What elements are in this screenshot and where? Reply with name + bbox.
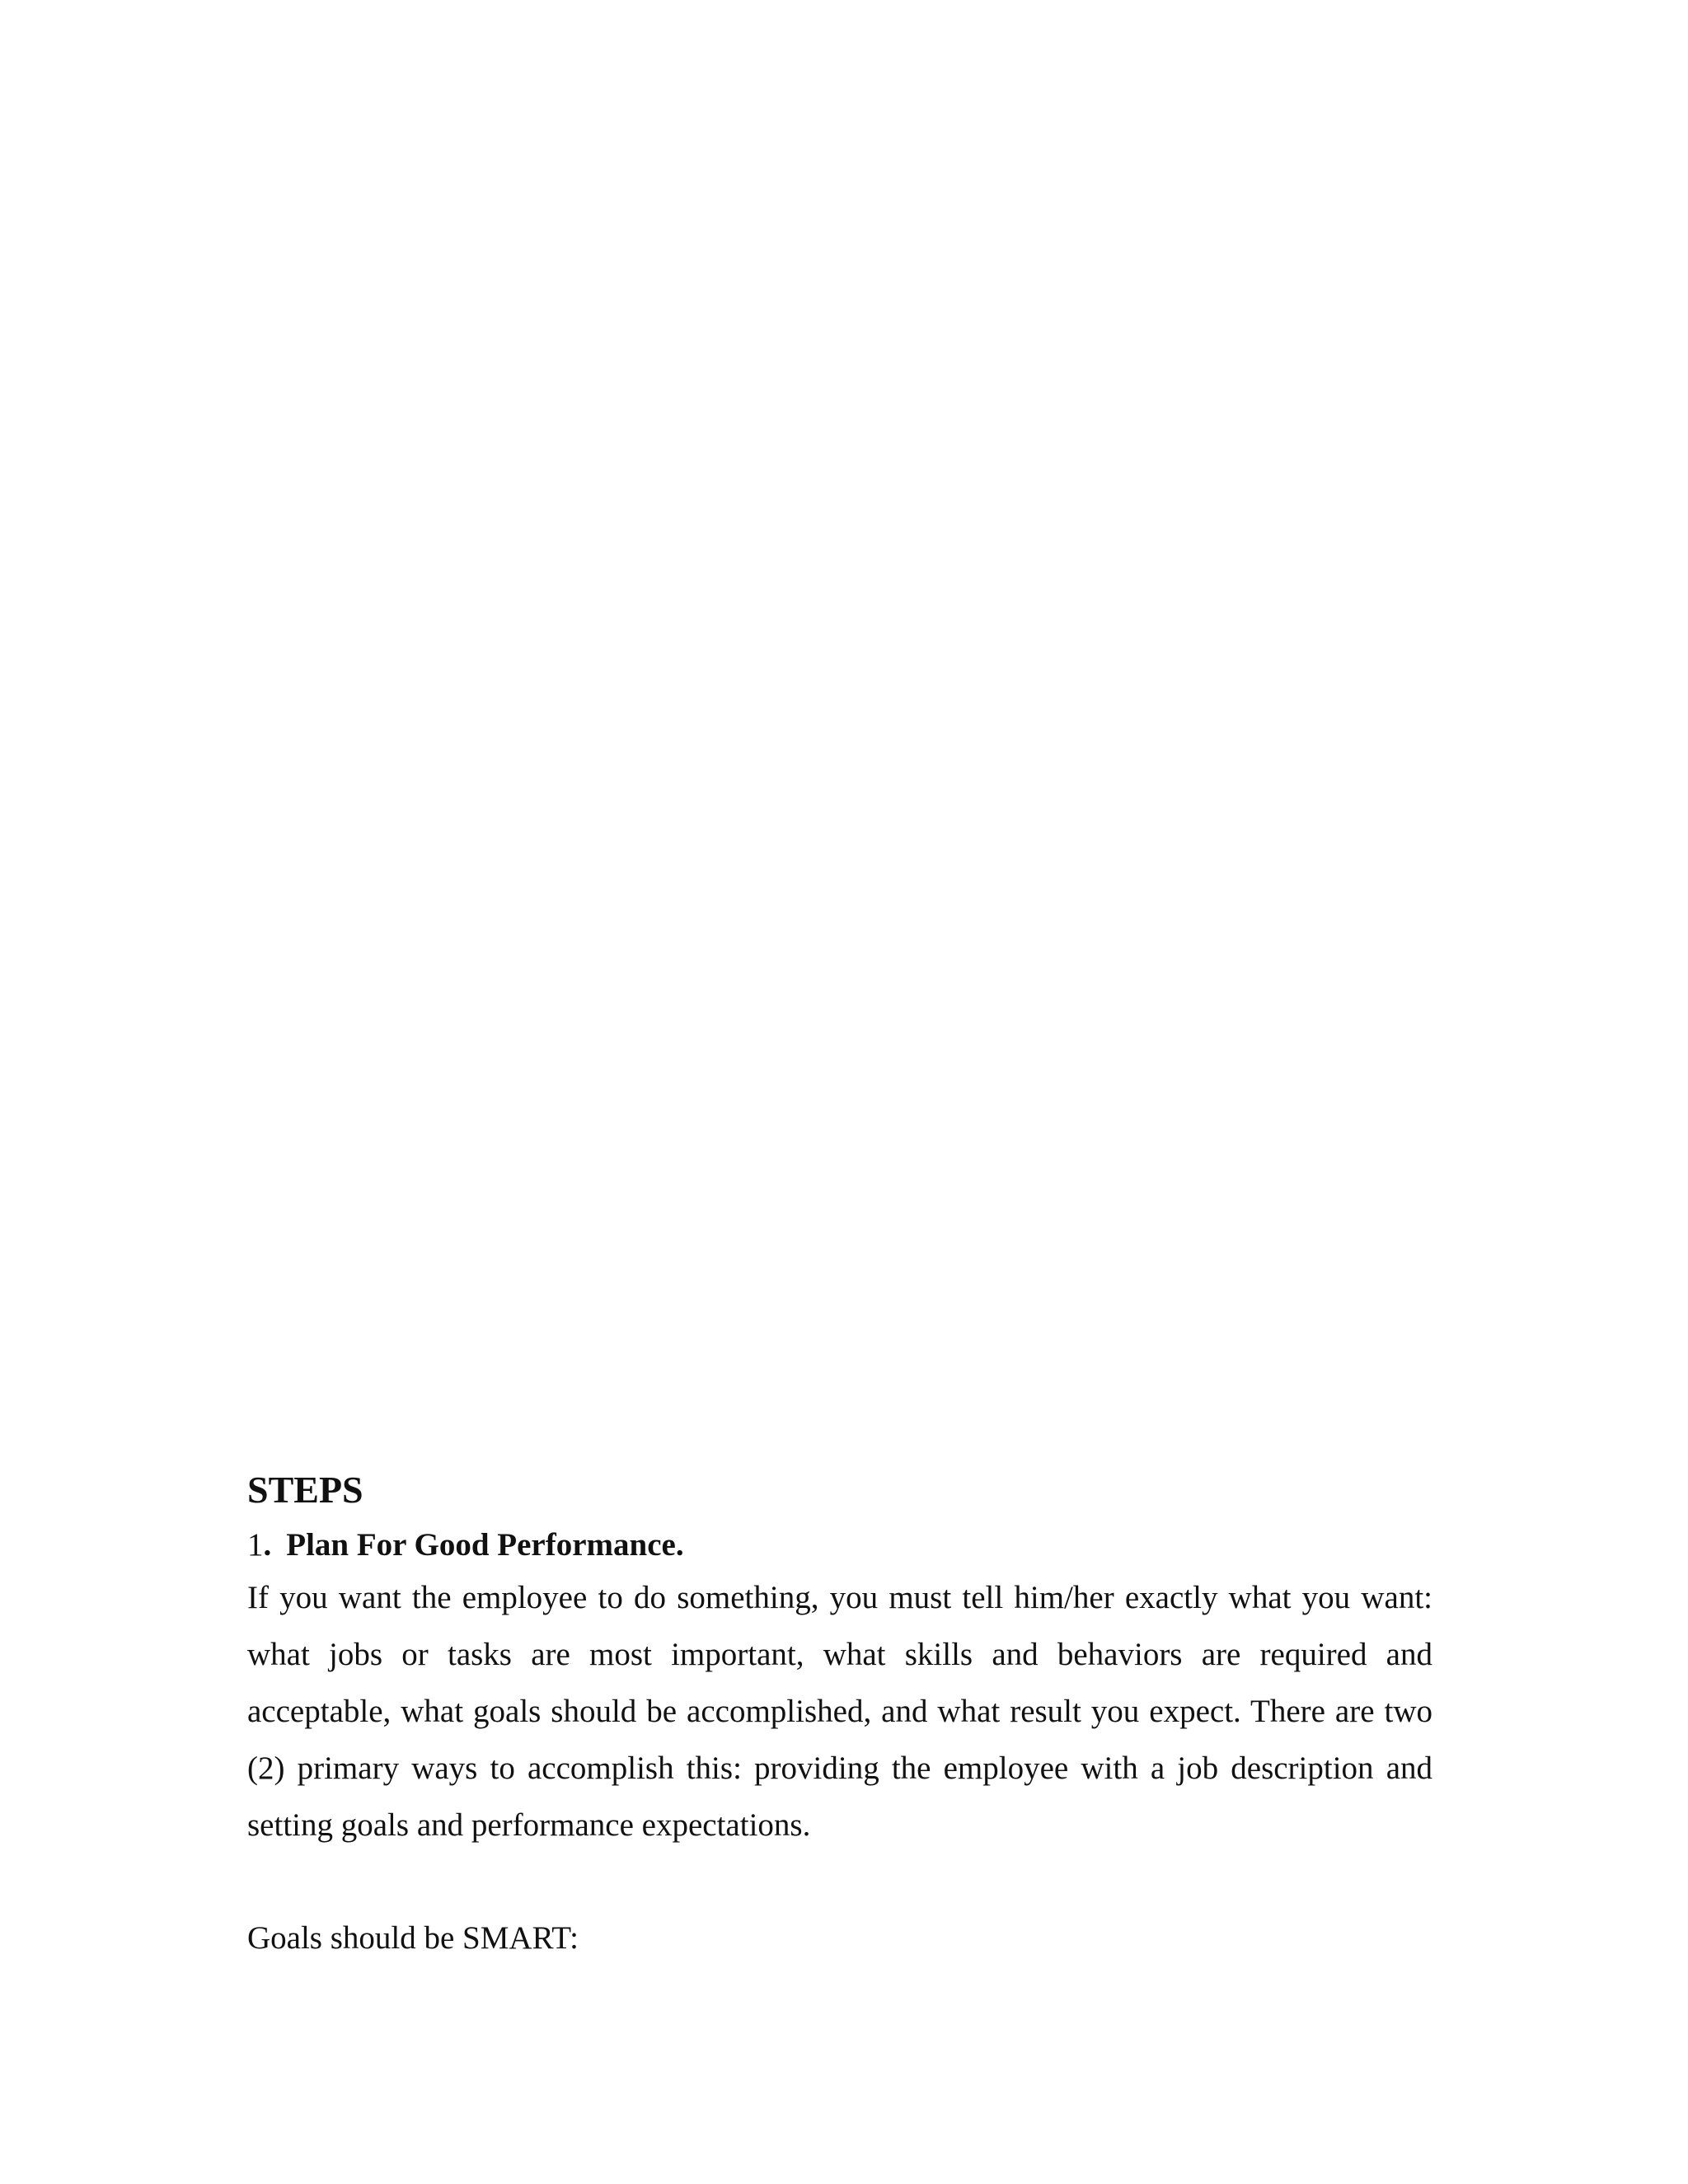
document-body: [247, 1465, 1432, 1966]
goals-intro: Goals should be SMART:: [247, 1920, 579, 1956]
step-1-paragraph: If you want the employee to do something, you must tell him/her exactly what you want: what jobs or tasks are most important, what skills and behaviors are required and acceptable, what goals should be accomplished, and what result you expect. There are two (2) primary ways to accomplish this: providing the employee with a job description and setting goals and performance expectations.: [247, 1580, 1432, 1843]
step-1-number: 1: [247, 1527, 264, 1563]
section-heading: STEPS: [247, 1469, 363, 1511]
step-1-title-text: Plan For Good Performance.: [286, 1527, 684, 1563]
step-1-title: [247, 1525, 1432, 1566]
step-1-dot: .: [263, 1527, 272, 1563]
